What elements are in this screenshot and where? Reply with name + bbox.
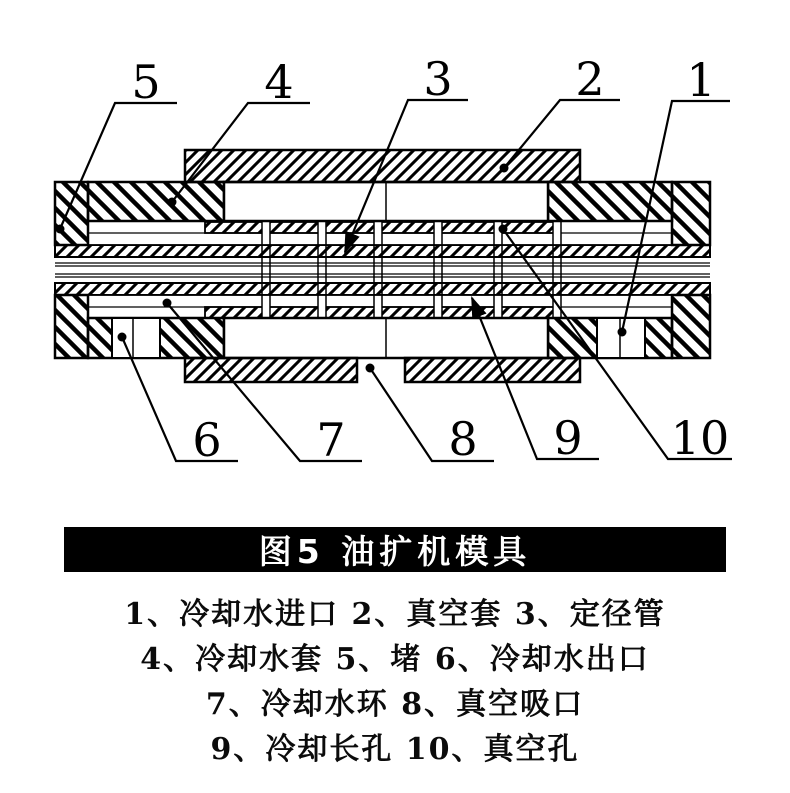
vacuum-sleeve-top-bar — [185, 150, 580, 182]
vacuum-sleeve-bottom-bar — [185, 358, 580, 382]
callout-number-5: 5 — [131, 55, 161, 109]
cooling-water-ring-bands — [88, 221, 672, 318]
legend-line-1: 1、冷却水进口 2、真空套 3、定径管 — [124, 597, 666, 632]
callout-number-2: 2 — [575, 52, 605, 106]
figure-legend — [0, 592, 790, 772]
callout-number-9: 9 — [553, 411, 583, 465]
cooling-water-jacket-body — [88, 182, 672, 358]
callout-number-4: 4 — [264, 55, 294, 109]
callout-number-3: 3 — [423, 52, 453, 106]
legend-line-4: 9、冷却长孔 10、真空孔 — [210, 732, 580, 767]
callout-number-10: 10 — [670, 411, 730, 465]
figure-caption-text: 图5 油扩机模具 — [258, 532, 532, 571]
legend-line-2: 4、冷却水套 5、堵 6、冷却水出口 — [140, 642, 650, 677]
callout-number-6: 6 — [192, 413, 222, 467]
callout-number-7: 7 — [316, 413, 346, 467]
callout-number-1: 1 — [686, 53, 716, 107]
figure-caption-bar — [64, 527, 726, 572]
legend-line-3: 7、冷却水环 8、真空吸口 — [205, 687, 585, 722]
water-inlet-slot — [597, 318, 645, 358]
callout-number-8: 8 — [448, 412, 478, 466]
